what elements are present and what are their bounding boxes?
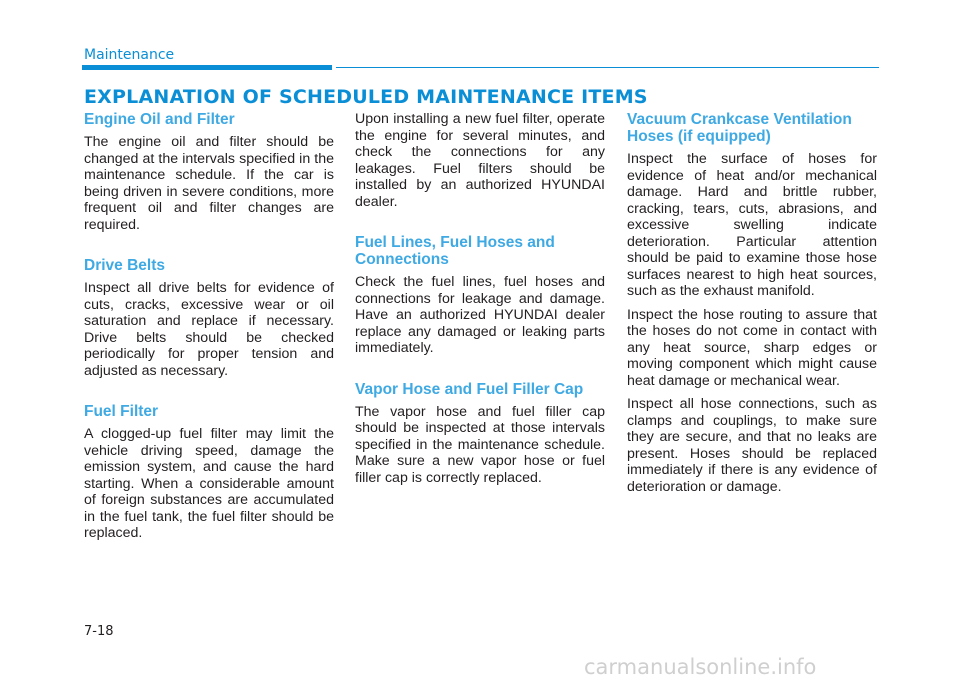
page-title: EXPLANATION OF SCHEDULED MAINTENANCE ITEMS — [84, 86, 648, 108]
header-rule-thick — [82, 65, 332, 70]
fuel-filter-text-continued: Upon installing a new fuel filter, operate the engine for several minutes, and check the connections for any leakages. Fuel filters should be installed by an authorized HYUNDAI dealer. — [355, 111, 605, 210]
watermark: carmanualsonline.info — [584, 655, 817, 679]
fuel-filter-text: A clogged-up fuel filter may limit the vehicle driving speed, damage the emission system, and cause the hard starting. When a considerable amount of foreign substances are accumulated in the fuel tank, the fuel filter should be replaced. — [84, 426, 334, 541]
vacuum-crankcase-text-2: Inspect the hose routing to assure that the hoses do not come in contact with any heat source, sharp edges or moving component which might cause heat damage or mechanical wear. — [627, 306, 877, 389]
drive-belts-heading: Drive Belts — [84, 257, 165, 274]
vapor-hose-text: The vapor hose and fuel filler cap should be inspected at those intervals specified in the maintenance schedule. Make sure a new vapor hose or fuel filler cap is correctly replaced. — [355, 403, 605, 486]
column-left — [84, 111, 334, 549]
fuel-lines-heading: Fuel Lines, Fuel Hoses and Connections — [355, 234, 555, 268]
vapor-hose-heading: Vapor Hose and Fuel Filler Cap — [355, 380, 584, 398]
column-right — [627, 111, 877, 502]
header-rule-thin — [336, 67, 879, 68]
fuel-filter-heading: Fuel Filter — [84, 403, 159, 420]
vacuum-crankcase-text-1: Inspect the surface of hoses for evidence of heat and/or mechanical damage. Hard and brittle rubber, cracking, tears, cuts, abrasions, and excessive swelling indicate deterioration. Particular attention should be paid to examine those hose surfaces nearest to high heat sources, such as the exhaust manifold. — [627, 151, 877, 299]
fuel-lines-text: Check the fuel lines, fuel hoses and connections for leakage and damage. Have an authorized HYUNDAI dealer replace any damaged or leaking parts immediately. — [355, 274, 605, 356]
drive-belts-text: Inspect all drive belts for evidence of cuts, cracks, excessive wear or oil saturation and replace if necessary. Drive belts should be checked periodically for proper tension and adjusted as necessary. — [84, 280, 334, 379]
vacuum-crankcase-text-3: Inspect all hose connections, such as clamps and couplings, to make sure they are secure, and that no leaks are present. Hoses should be replaced immediately if there is any evidence of deterioration or damage. — [627, 396, 877, 495]
section-label: Maintenance — [84, 47, 175, 63]
column-middle — [355, 111, 605, 493]
page-number: 7-18 — [84, 624, 114, 639]
engine-oil-text: The engine oil and filter should be changed at the intervals specified in the maintenance schedule. If the car is being driven in severe conditions, more frequent oil and filter changes are required. — [84, 134, 334, 233]
vacuum-crankcase-heading: Vacuum Crankcase Ventilation Hoses (if equipped) — [627, 111, 852, 145]
engine-oil-heading: Engine Oil and Filter — [84, 111, 235, 128]
